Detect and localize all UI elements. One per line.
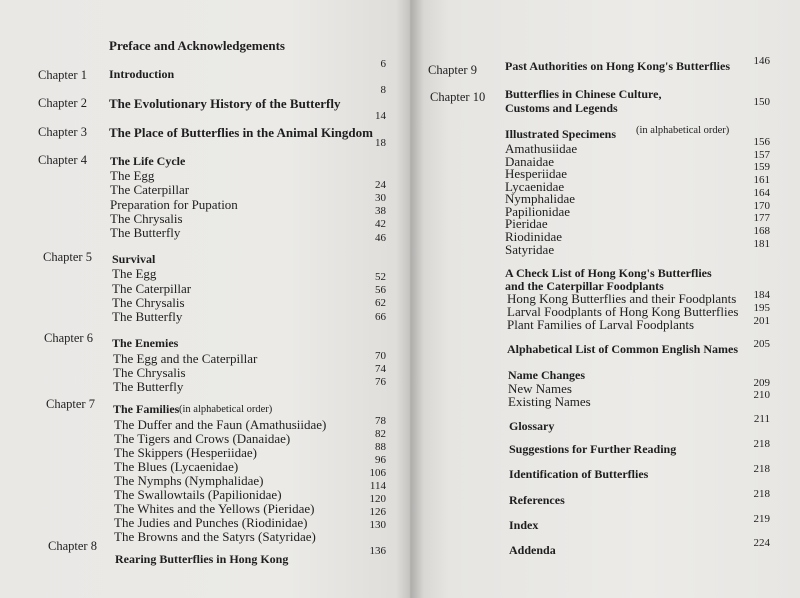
chapter-title: The Families [113, 402, 180, 416]
section-item: Nymphalidae [505, 191, 576, 206]
chapter-title: Past Authorities on Hong Kong's Butterflies [505, 59, 731, 73]
page-number: 164 [753, 187, 770, 199]
section-item: Larval Foodplants of Hong Kong Butterflies [507, 304, 739, 319]
page-number: 66 [375, 311, 386, 323]
section-item: Existing Names [508, 394, 591, 409]
page-number: 157 [753, 149, 770, 161]
page-number: 24 [375, 179, 386, 191]
section-heading: A Check List of Hong Kong's Butterflies [505, 266, 712, 280]
section-heading: Glossary [509, 419, 555, 433]
section-item: Plant Families of Larval Foodplants [507, 317, 695, 332]
chapter-label: Chapter 8 [48, 539, 97, 553]
page-number: 177 [753, 212, 770, 224]
page-number: 30 [375, 192, 386, 204]
section-heading: Illustrated Specimens [505, 127, 616, 141]
section-item: Hesperiidae [505, 166, 568, 181]
page-number: 161 [753, 174, 770, 186]
page-number: 205 [753, 338, 770, 350]
chapter-label: Chapter 6 [44, 331, 93, 345]
chapter-label: Chapter 9 [428, 63, 477, 77]
section-heading: Index [509, 518, 539, 532]
chapter-label: Chapter 1 [38, 68, 87, 82]
page-number: 46 [375, 232, 386, 244]
chapter-title: The Evolutionary History of the Butterfly [109, 96, 341, 111]
chapter-label: Chapter 3 [38, 125, 87, 139]
section-item: Danaidae [505, 154, 555, 169]
page-number: 130 [369, 519, 386, 531]
page-number: 38 [375, 205, 386, 217]
chapter-label: Chapter 4 [38, 153, 87, 167]
chapter-label: Chapter 5 [43, 250, 92, 264]
section-note: (in alphabetical order) [636, 125, 730, 136]
page-number: 210 [753, 389, 770, 401]
page-number: 201 [753, 315, 770, 327]
page-number: 211 [753, 413, 770, 425]
page-number: 218 [753, 488, 770, 500]
section-item: The Chrysalis [113, 365, 186, 380]
section-heading: Alphabetical List of Common English Names [507, 342, 739, 356]
page-number: 126 [369, 506, 386, 518]
page-number: 156 [753, 136, 770, 148]
section-item: Lycaenidae [505, 179, 565, 194]
page-number: 78 [375, 415, 386, 427]
page-number: 218 [753, 463, 770, 475]
section-item: The Judies and Punches (Riodinidae) [114, 515, 308, 530]
page-number: 218 [753, 438, 770, 450]
section-item: The Butterfly [112, 309, 183, 324]
section-item: The Butterfly [110, 225, 181, 240]
chapter-label: Chapter 10 [430, 90, 486, 104]
chapter-title: The Place of Butterflies in the Animal Kingdom [109, 125, 373, 140]
section-item: New Names [508, 381, 572, 396]
page-number: 18 [375, 137, 386, 149]
page-number: 106 [369, 467, 386, 479]
page-number: 74 [375, 363, 386, 375]
page-number: 76 [375, 376, 386, 388]
chapter-label: Chapter 2 [38, 96, 87, 110]
page-number: 150 [753, 96, 770, 108]
section-item: The Egg and the Caterpillar [113, 351, 258, 366]
section-heading: Addenda [509, 543, 556, 557]
section-item: The Blues (Lycaenidae) [114, 459, 239, 474]
section-item: Riodinidae [505, 229, 563, 244]
page-number: 224 [753, 537, 770, 549]
chapter-label: Chapter 7 [46, 397, 95, 411]
preface-entry: Preface and Acknowledgements [109, 38, 285, 53]
page-number: 42 [375, 218, 386, 230]
section-item: The Browns and the Satyrs (Satyridae) [114, 529, 316, 544]
section-item: Satyridae [505, 242, 555, 257]
section-item: Amathusiidae [505, 141, 578, 156]
page-number: 8 [380, 84, 386, 96]
section-item: The Butterfly [113, 379, 184, 394]
section-item: The Egg [110, 168, 155, 183]
page-number: 195 [753, 302, 770, 314]
page-number: 96 [375, 454, 386, 466]
section-item: The Caterpillar [112, 281, 192, 296]
section-item: The Swallowtails (Papilionidae) [114, 487, 282, 502]
chapter-title: Customs and Legends [505, 101, 618, 115]
section-item: The Duffer and the Faun (Amathusiidae) [114, 417, 327, 432]
page-number: 146 [753, 55, 770, 67]
section-item: Pieridae [505, 216, 548, 231]
page-number: 136 [369, 545, 386, 557]
page-number: 82 [375, 428, 386, 440]
page-number: 219 [753, 513, 770, 525]
page-number: 209 [753, 377, 770, 389]
chapter-title: The Enemies [112, 336, 179, 350]
section-item: The Caterpillar [110, 182, 190, 197]
section-item: Hong Kong Butterflies and their Foodplants [507, 291, 737, 306]
section-heading: References [509, 493, 565, 507]
section-item: The Skippers (Hesperiidae) [114, 445, 257, 460]
page-number: 184 [753, 289, 770, 301]
page-number: 168 [753, 225, 770, 237]
page-number: 14 [375, 110, 386, 122]
chapter-title: Survival [112, 252, 156, 266]
section-item: Papilionidae [505, 204, 570, 219]
page-number: 62 [375, 297, 386, 309]
page-number: 6 [380, 58, 386, 70]
chapter-title: Butterflies in Chinese Culture, [505, 87, 662, 101]
section-item: The Nymphs (Nymphalidae) [114, 473, 264, 488]
chapter-note: (in alphabetical order) [179, 404, 273, 415]
page-number: 88 [375, 441, 386, 453]
chapter-title: Rearing Butterflies in Hong Kong [115, 552, 289, 566]
section-heading: and the Caterpillar Foodplants [505, 279, 664, 293]
page-number: 52 [375, 271, 386, 283]
section-item: The Tigers and Crows (Danaidae) [114, 431, 291, 446]
page-number: 114 [369, 480, 386, 492]
page-number: 159 [753, 161, 770, 173]
section-item: The Egg [112, 266, 157, 281]
page-number: 181 [753, 238, 770, 250]
right-page [410, 0, 800, 598]
page-number: 56 [375, 284, 386, 296]
section-heading: Identification of Butterflies [509, 467, 649, 481]
page-number: 170 [753, 200, 770, 212]
section-item: The Chrysalis [110, 211, 183, 226]
page-number: 70 [375, 350, 386, 362]
section-item: The Chrysalis [112, 295, 185, 310]
section-item: Preparation for Pupation [110, 197, 238, 212]
chapter-title: The Life Cycle [110, 154, 186, 168]
section-heading: Name Changes [508, 368, 585, 382]
section-item: The Whites and the Yellows (Pieridae) [114, 501, 315, 516]
chapter-title: Introduction [109, 67, 175, 81]
section-heading: Suggestions for Further Reading [509, 442, 677, 456]
page-number: 120 [369, 493, 386, 505]
